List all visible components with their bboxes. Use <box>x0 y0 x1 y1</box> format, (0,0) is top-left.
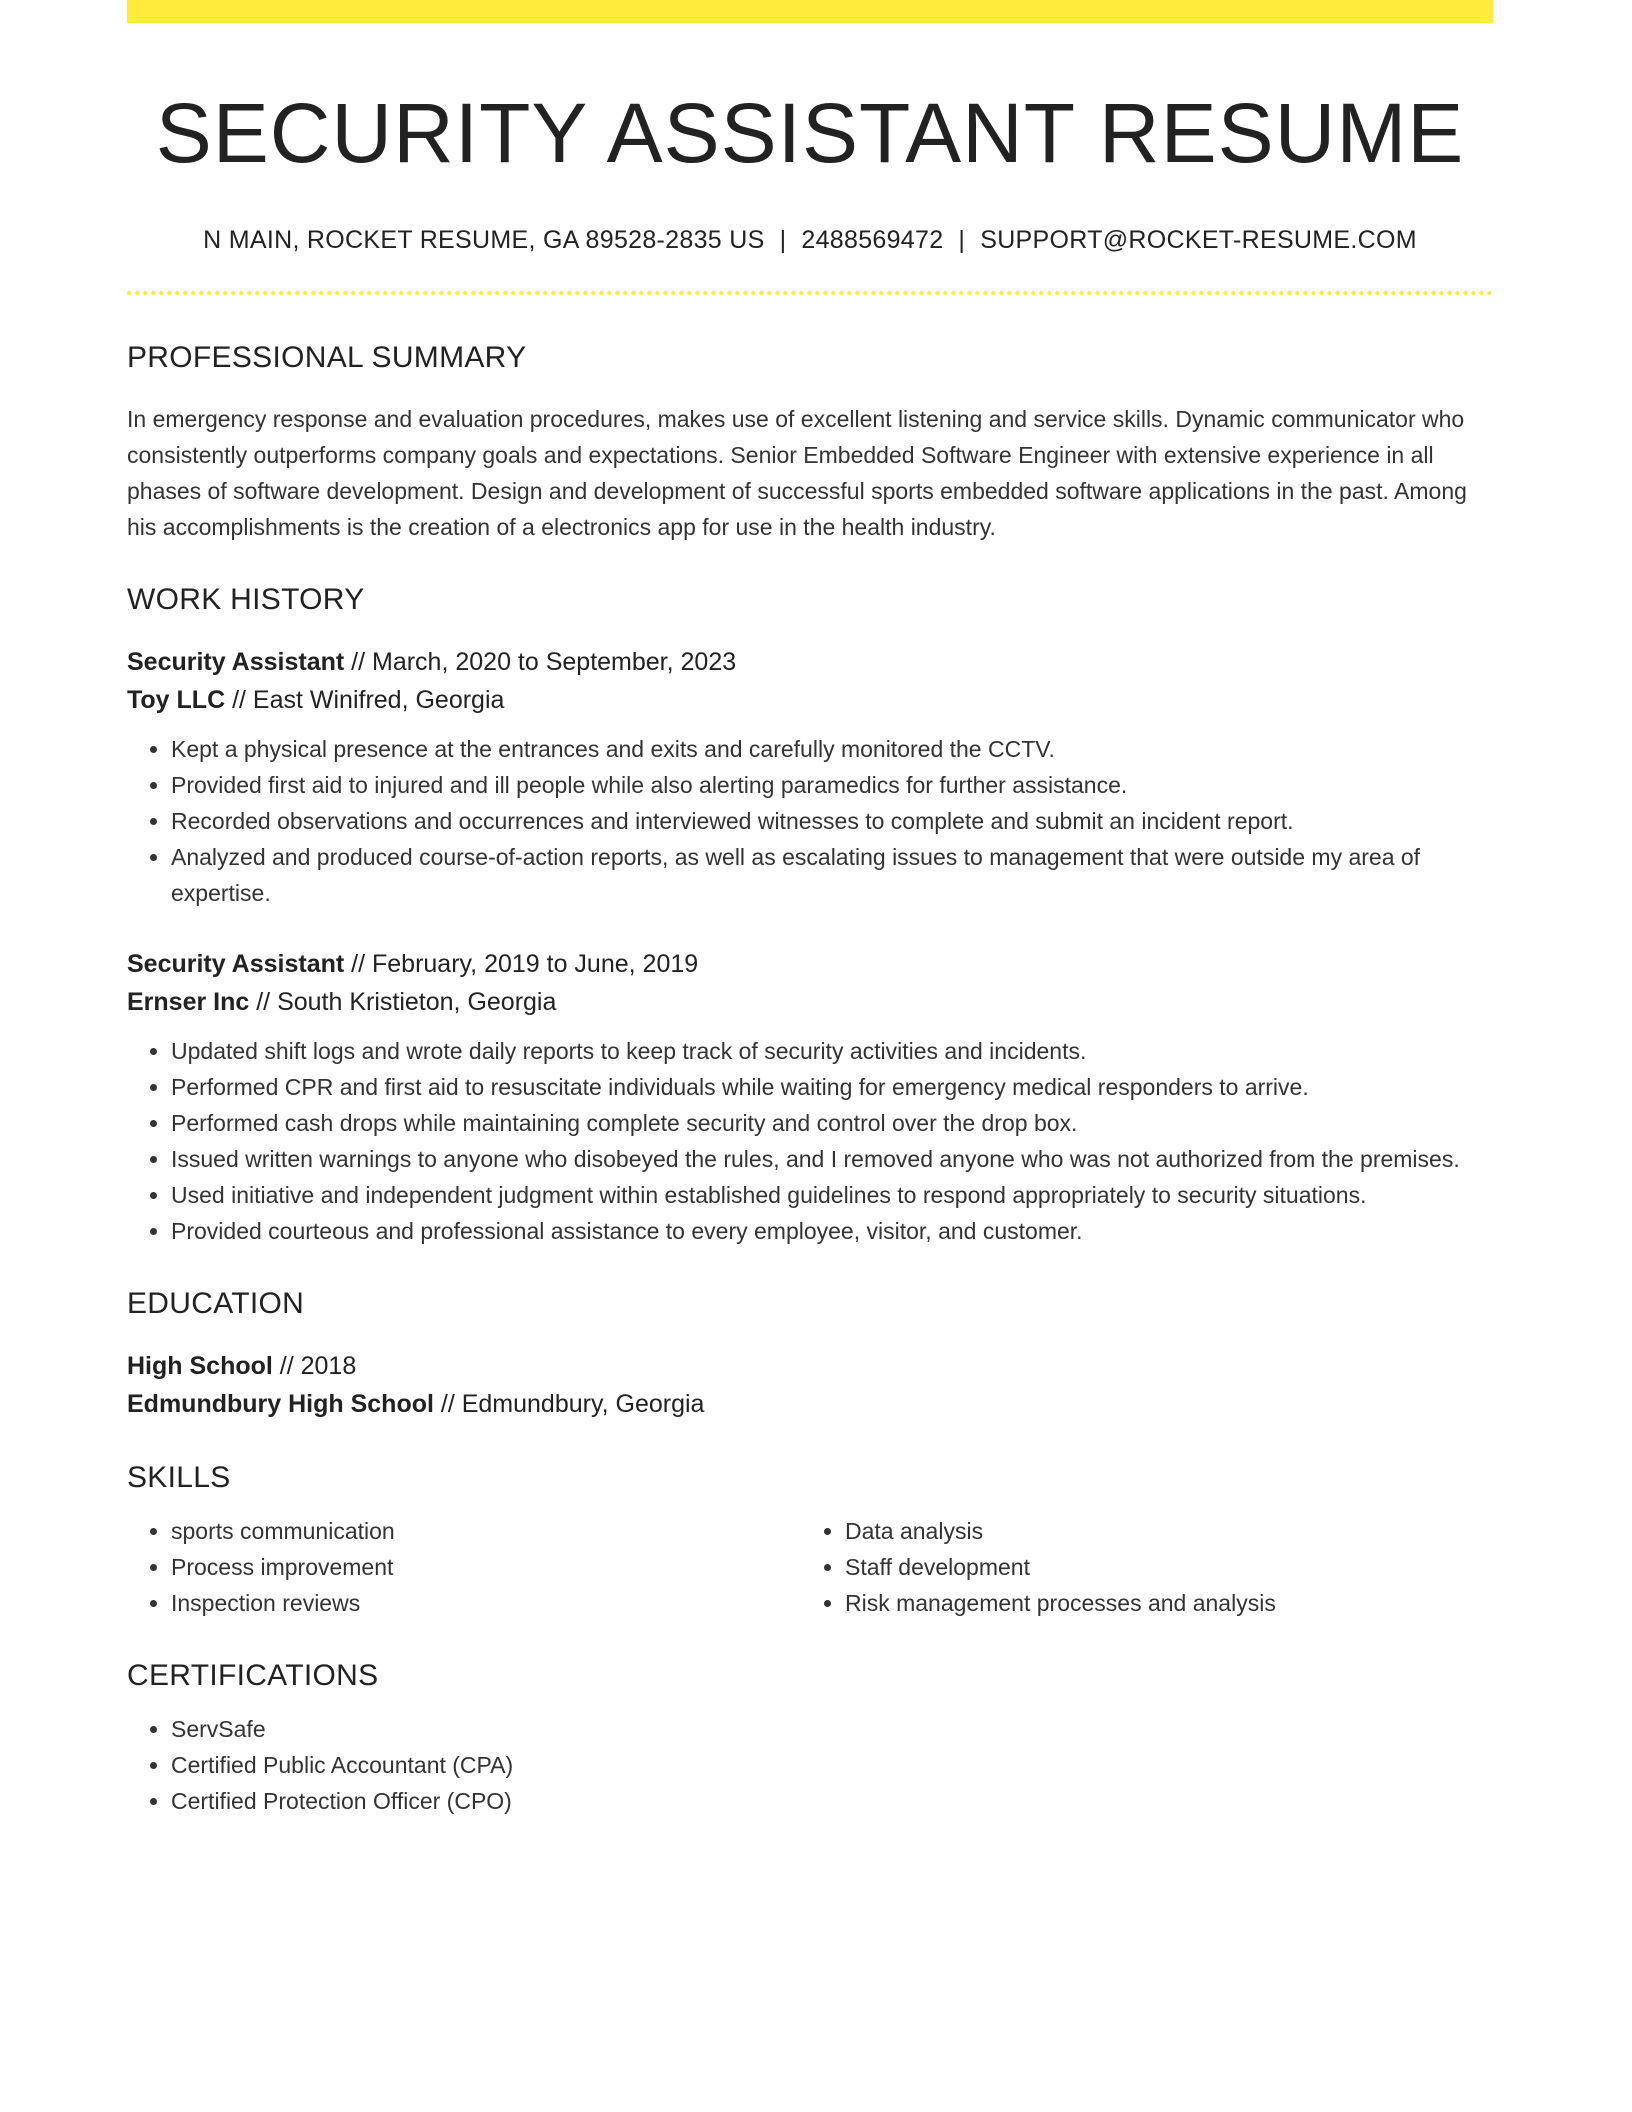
job-bullet-list <box>127 1033 1493 1249</box>
job-bullet: • Used initiative and independent judgment within established guidelines to respond appropriately to security situations. <box>171 1177 1493 1213</box>
certifications-list <box>127 1711 1493 1819</box>
job-entry <box>127 945 1493 1249</box>
certifications-heading: CERTIFICATIONS <box>127 1658 379 1692</box>
education-school: Edmundbury High School <box>127 1389 434 1418</box>
skill-item: • Staff development <box>845 1549 1475 1585</box>
job-role: Security Assistant <box>127 949 345 978</box>
job-header <box>127 945 1493 1021</box>
job-bullet: • Analyzed and produced course-of-action reports, as well as escalating issues to management that were outside my area of expertise. <box>171 839 1493 911</box>
job-location: // East Winifred, Georgia <box>225 685 505 714</box>
contact-email[interactable]: SUPPORT@ROCKET-RESUME.COM <box>980 225 1417 254</box>
job-bullet: • Provided first aid to injured and ill people while also alerting paramedics for further assistance. <box>171 767 1493 803</box>
resume-title: SECURITY ASSISTANT RESUME <box>155 86 1465 180</box>
job-title-line <box>127 945 1493 983</box>
skills-columns <box>127 1513 1493 1621</box>
skills-list-right <box>801 1513 1475 1621</box>
education-entry <box>127 1347 1493 1423</box>
skill-item: • Risk management processes and analysis <box>845 1585 1475 1621</box>
job-company-line <box>127 983 1493 1021</box>
job-title-line <box>127 643 1493 681</box>
contact-line <box>127 226 1493 255</box>
job-company: Ernser Inc <box>127 987 250 1016</box>
accent-top-bar <box>127 0 1493 23</box>
job-entry <box>127 643 1493 911</box>
dotted-divider <box>127 291 1493 295</box>
skill-item: • Process improvement <box>171 1549 801 1585</box>
job-header <box>127 643 1493 719</box>
job-dates: // February, 2019 to June, 2019 <box>344 949 699 978</box>
work-history-heading: WORK HISTORY <box>127 582 365 616</box>
certification-item: • Certified Public Accountant (CPA) <box>171 1747 1493 1783</box>
education-location: // Edmundbury, Georgia <box>433 1389 705 1418</box>
summary-heading: PROFESSIONAL SUMMARY <box>127 340 527 374</box>
job-bullet: • Performed CPR and first aid to resuscitate individuals while waiting for emergency medical responders to arrive. <box>171 1069 1493 1105</box>
skills-heading: SKILLS <box>127 1460 231 1494</box>
contact-address: N MAIN, ROCKET RESUME, GA 89528-2835 US <box>203 225 765 254</box>
skills-list-left <box>127 1513 801 1621</box>
job-dates: // March, 2020 to September, 2023 <box>344 647 737 676</box>
contact-separator: | <box>779 225 787 254</box>
contact-separator: | <box>958 225 966 254</box>
job-bullet: • Kept a physical presence at the entrances and exits and carefully monitored the CCTV. <box>171 731 1493 767</box>
job-bullet: • Provided courteous and professional assistance to every employee, visitor, and customer. <box>171 1213 1493 1249</box>
education-year: // 2018 <box>272 1351 357 1380</box>
certification-item: • ServSafe <box>171 1711 1493 1747</box>
contact-phone: 2488569472 <box>801 225 944 254</box>
education-degree: High School <box>127 1351 273 1380</box>
education-school-line <box>127 1385 1493 1423</box>
summary-text: In emergency response and evaluation procedures, makes use of excellent listening and service skills. Dynamic communicator who consistently outperforms company goals and expectations. Senior Embedded Software Engineer with extensive experience in all phases of software development. Design and development of successful sports embedded software applications in the past. Among his accomplishments is the creation of a electronics app for use in the health industry. <box>127 405 1467 540</box>
job-bullet: • Recorded observations and occurrences and interviewed witnesses to complete and submit an incident report. <box>171 803 1493 839</box>
skill-item: • sports communication <box>171 1513 801 1549</box>
resume-page <box>127 0 1493 1819</box>
job-bullet: • Performed cash drops while maintaining complete security and control over the drop box. <box>171 1105 1493 1141</box>
job-bullet-list <box>127 731 1493 911</box>
education-heading: EDUCATION <box>127 1286 305 1320</box>
skill-item: • Inspection reviews <box>171 1585 801 1621</box>
job-company-line <box>127 681 1493 719</box>
certification-item: • Certified Protection Officer (CPO) <box>171 1783 1493 1819</box>
job-bullet: • Updated shift logs and wrote daily reports to keep track of security activities and incidents. <box>171 1033 1493 1069</box>
job-bullet: • Issued written warnings to anyone who disobeyed the rules, and I removed anyone who was not authorized from the premises. <box>171 1141 1493 1177</box>
education-degree-line <box>127 1347 1493 1385</box>
skill-item: • Data analysis <box>845 1513 1475 1549</box>
job-role: Security Assistant <box>127 647 345 676</box>
job-company: Toy LLC <box>127 685 226 714</box>
job-location: // South Kristieton, Georgia <box>249 987 557 1016</box>
